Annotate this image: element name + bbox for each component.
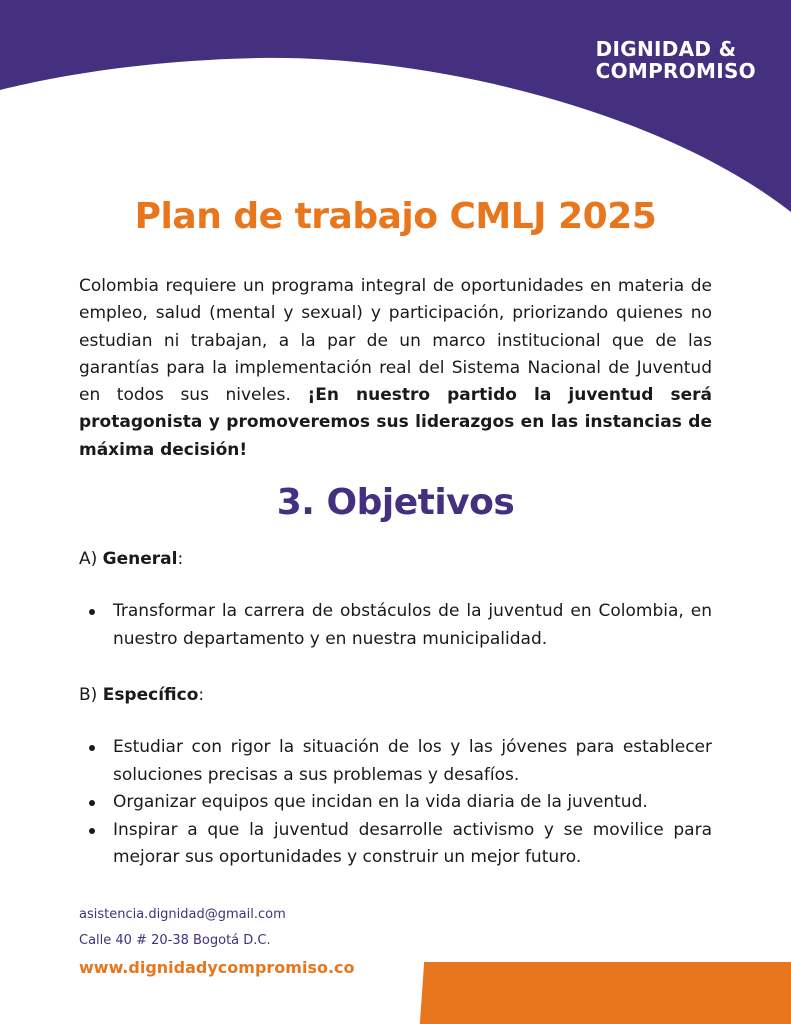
- intro-bold-text: ¡En nuestro partido la juventud será protagonista y promoveremos sus liderazgos en las instancias de máxima decisión!: [79, 385, 712, 460]
- intro-paragraph: [79, 273, 712, 464]
- list-item: [79, 598, 712, 653]
- general-heading: General: [102, 549, 178, 569]
- logo-line-1: DIGNIDAD &: [595, 37, 737, 61]
- logo-line-2: COMPROMISO: [595, 59, 756, 83]
- page-title: Plan de trabajo CMLJ 2025: [134, 196, 657, 237]
- footer-email[interactable]: asistencia.dignidad@gmail.com: [79, 907, 286, 922]
- specific-label: [79, 682, 204, 708]
- specific-prefix: B): [79, 685, 103, 705]
- general-list: [79, 598, 712, 653]
- specific-suffix: :: [198, 685, 205, 705]
- list-item: [79, 789, 712, 817]
- section-title: 3. Objetivos: [276, 482, 515, 523]
- bullet-icon: [89, 609, 95, 615]
- list-item-text: Estudiar con rigor la situación de los y las jóvenes para establecer soluciones precisas a sus problemas y desafíos.: [113, 737, 712, 785]
- bullet-icon: [89, 745, 95, 751]
- header-wave-background: [0, 0, 791, 215]
- general-suffix: :: [177, 549, 184, 569]
- list-item: [79, 734, 712, 789]
- list-item-text: Transformar la carrera de obstáculos de la juventud en Colombia, en nuestro departamento y en nuestra municipalidad.: [113, 601, 712, 649]
- list-item-text: Inspirar a que la juventud desarrolle activismo y se movilice para mejorar sus oportunidades y construir un mejor futuro.: [113, 819, 712, 867]
- bullet-icon: [89, 800, 95, 806]
- list-item: [79, 817, 712, 872]
- list-item-text: Organizar equipos que incidan en la vida diaria de la juventud.: [113, 792, 648, 812]
- general-label: [79, 546, 183, 572]
- brand-logo: [596, 38, 756, 82]
- intro-text: Colombia requiere un programa integral de oportunidades en materia de empleo, salud (mental y sexual) y participación, priorizando quienes no estudian ni trabajan, a la par de un marco institucional que de las garantías para la implementación real del Sistema Nacional de Juventud en todos sus niveles.: [79, 276, 712, 406]
- specific-list: [79, 734, 712, 872]
- general-prefix: A): [79, 549, 103, 569]
- footer-website-link[interactable]: www.dignidadycompromiso.co: [79, 958, 355, 977]
- footer-address: Calle 40 # 20-38 Bogotá D.C.: [79, 933, 271, 948]
- footer-accent-bar: [428, 962, 791, 1024]
- specific-heading: Específico: [102, 685, 199, 705]
- bullet-icon: [89, 828, 95, 834]
